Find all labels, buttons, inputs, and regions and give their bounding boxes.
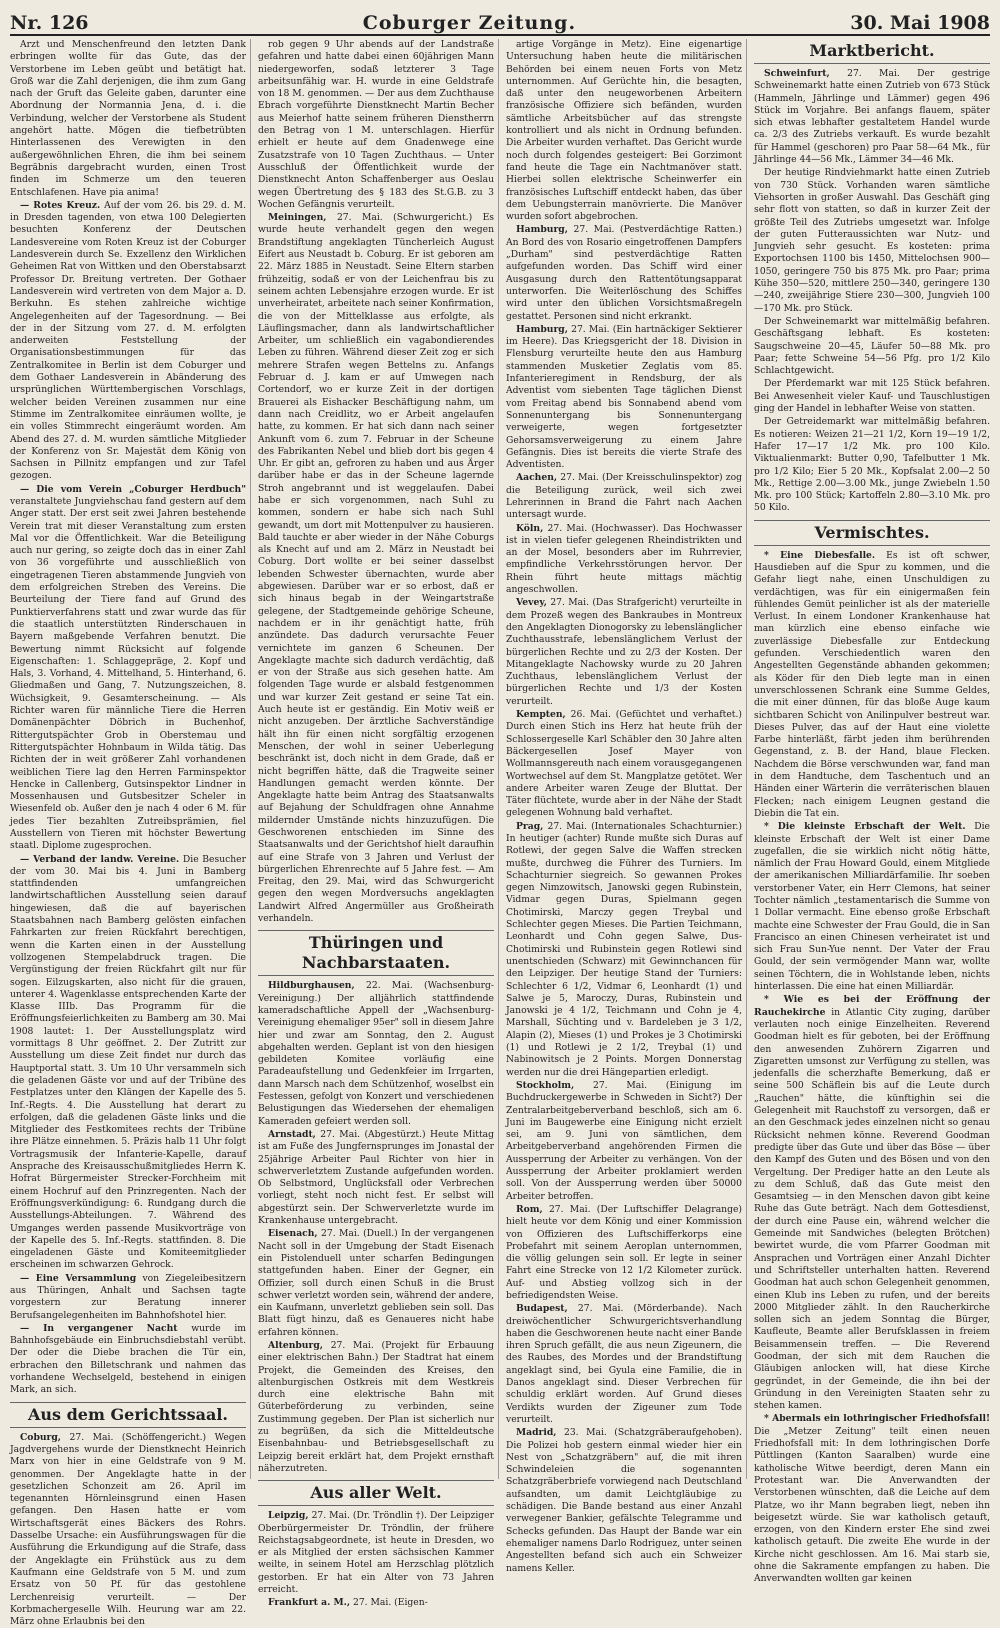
article-heading: — Eine Versammlung xyxy=(20,1272,137,1284)
article xyxy=(506,324,742,472)
article xyxy=(258,1597,494,1609)
column-4 xyxy=(754,39,991,1585)
article-text: 26. Mai. (Gefüchtet und verhaftet.) Durch einen Stich ins Herz hat heute früh der Schlossergeselle Karl Schäbler den 30 Jahre alten Bäckergesellen Josef Mayer von Wollmannsgereuth nach einem vorausgegangenen Wortwechsel auf dem St. Mangplatze getötet. Wer andere Arbeiter waren Zeuge der Bluttat. Der Täter flüchtete, wurde aber in der Nähe der Stadt gelegenen Wohnung bald verhaftet. xyxy=(506,709,742,819)
article xyxy=(10,200,246,483)
article-heading: Meiningen, xyxy=(268,212,327,224)
article xyxy=(506,1204,742,1302)
article-text: Auf der vom 26. bis 29. d. M. in Dresden tagenden, von etwa 100 Delegierten besuchten Konferenz der Deutschen Landesvereine vom Roten Kreuz ist der Coburger Landesverein durch Se. Exzellenz den Wirklichen Geheimen Rat von Wittken und den Oberstabsarzt Professor Dr. Breitung vertreten. Der Gothaer Landesverein wird vertreten von dem Major a. D. Berkuhn. Es stehen zahlreiche wichtige Angelegenheiten auf der Tagesordnung. — Bei der in der Sitzung vom 27. d. M. erfolgten anderweiten Feststellung der Organisationsbestimmungen für das Zentralkomitee in Berlin ist dem Coburger und dem Gothaer Landesverein in Abänderung des ursprünglichen Württembergischen Vorschlags, welcher beiden Vereinen zusammen nur eine Stimme im Zentralkomitee einräumen wollte, je ein volles Stimmrecht eingeräumt worden. Am Abend des 27. d. M. wurden sämtliche Mitglieder der Konferenz von Sr. Majestät dem König von Sachsen in Pillnitz empfangen und zur Tafel gezogen. xyxy=(10,199,246,482)
article-text: 27. Mai. (Schwurgericht.) Es wurde heute verhandelt gegen den wegen Brandstiftung angeklagten Tüncherleich August Eifert aus Neustadt b. Coburg. Er ist geboren am 22. März 1885 in Neustadt. Seine Eltern starben frühzeitig, sodaß er von der Leichenfrau bis zu seinem achten Lebensjahre erzogen wurde. Er ist unverheiratet, arbeitete nach seiner Konfirmation, die von der Mittelklasse aus erfolgte, als Läuflingsmacher, dann als landwirtschaftlicher Arbeiter, um schließlich ein vagabondierendes Leben zu führen. Während dieser Zeit zog er sich mehrere Strafen wegen Bettelns zu. Anfangs Februar d. J. kam er auf Umwegen nach Cortendorf, wo er kurze Zeit in der dortigen Brauerei als Eishacker Beschäftigung nahm, um dann nach Creidlitz, wo er Arbeit angelaufen hatte, zu kommen. Er hat sich dann nach seiner Ankunft vom 6. zum 7. Februar in der Scheune des Fabrikanten Nebel und blieb dort bis gegen 4 Uhr. Er gibt an, gefroren zu haben und aus Ärger darüber habe er das in der Scheune lagernde Stroh angebrannt und ist weggelaufen. Dabei habe er sich vorgenommen, nach Suhl zu kommen, sondern er habe sich nach Suhl gewandt, um dort mit Mottenpulver zu hausieren. Bald tauchte er aber wieder in der Nähe Coburgs als Knecht auf und am 2. März in Neustadt bei Coburg. Dort wollte er bei seiner dasselbst lebenden Schwester übernachten, wurde aber abgewiesen. Darüber war er so erbost, daß er sich hinaus begab in der Weingartstraße gelegene, der Stadtgemeinde gehörige Scheune, nachdem er in ihr genächtigt hatte, früh anzündete. Das dadurch verursachte Feuer vernichtete im ganzen 6 Scheunen. Der Angeklagte machte sich dadurch verdächtig, daß er von der Straße aus sich gesehen hatte. Am folgenden Tage wurde er alsbald festgenommen und war kurzer Zeit gestand er seine Tat ein. Auch heute ist er geständig. Ein Motiv weiß er nicht anzugeben. Der ärztliche Sachverständige hält ihn für einen nicht sorgfältig erzogenen Menschen, der wohl in seiner Ueberlegung beschränkt ist, doch nicht in dem Grade, daß er nicht begriffen hätte, daß die Tragweite seiner Handlungen gemacht werden könnte. Der Angeklagte hatte beim Antrag des Staatsanwalts auf Bejahung der Schuldfragen ohne Annahme mildernder Umstände nichts hinzuzufügen. Die Geschworenen entschieden im Sinne des Staatsanwalts und der Gerichtshof hielt daraufhin auf eine Strafe von 3 Jahren und Verlust der bürgerlichen Ehrenrechte auf 5 Jahre fest. — Am Freitag, den 29. Mai, wird das Schwurgericht gegen den wegen Mordversuchs angeklagten Landwirt Alfred Angermüller aus Großheirath verhandeln. xyxy=(258,212,494,925)
article-text: artige Vorgänge in Metz). Eine eigenartige Untersuchung haben heute die militärischen Behörden bei einem neuen Forts von Metz unternommen. Auf Gerüchte hin, die besagten, daß unter den neugeworbenen Arbeitern französische Offiziere sich befänden, wurden sämtliche Arbeitsbücher auf das strengste kontrolliert und als nicht in Ordnung befunden. Die Arbeiter wurden verhaftet. Das Gericht wurde noch durch folgendes gesteigert: Bei Gorzimont fand heute die Tage ein Nachtmanöver statt. Hierbei sollen elektrische Scheinwerfer ein französisches Luftschiff entdeckt haben, das über dem Uebungsterrain manövrierte. Die Manöver wurden sofort abgebrochen. xyxy=(506,39,742,223)
article xyxy=(506,1427,742,1575)
article-heading: Rom, xyxy=(516,1203,543,1215)
article-heading: Stockholm, xyxy=(516,1079,575,1091)
article-heading: Schweinfurt, xyxy=(764,68,830,79)
article xyxy=(258,1510,494,1596)
article xyxy=(506,472,742,521)
article-text: Die Besucher der vom 30. Mai bis 4. Juni in Bamberg stattfindenden umfangreichen landwirtschaftlichen Ausstellung seien darauf hingewiesen, daß die auf bayerischen Staatsbahnen nach Bamberg gelösten einfachen Fahrkarten zur freien Rückfahrt berechtigen, wenn die Karten einen in der Ausstellung vollzogenen Stempelabdruck tragen. Die Vergünstigung der freien Rückfahrt gilt nur für sogen. Eilzugskarten, also nicht für die grauen, unterer 4. Wagenklasse entsprechenden Karte der Klasse IIIb. Das Programm für die Eröffnungsfeierlichkeiten zu Bamberg am 30. Mai 1908 lautet: 1. Der Ausstellungsplatz wird vormittags 8 Uhr geöffnet. 2. Der Zutritt zur Ausstellung um diese Zeit findet nur durch das Hauptportal statt. 3. Um 10 Uhr versammeln sich die geladenen Gäste vor und auf der Tribüne des Festplatzes unter den Klängen der Kapelle des 5. Inf.-Regts. 4. Die Ausstellung hat derart zu erfolgen, daß die geladenen Gäste links und die Mitglieder des Festkomitees rechts der Tribüne ihre Plätze einnehmen. 5. Präzis halb 11 Uhr folgt Vortragsmusik der Infanterie-Kapelle, darauf Ansprache des Kreisausschußmitgliedes Herrn K. Hofrat Bürgermeister Strecker-Forchheim mit einem Hochruf auf den Prinzregenten. Nach der Eröffnungsverkündigung: 6. Rundgang durch die Ausstellungs-Abteilungen. 7. Während des Umganges werden passende Musikvorträge von der Kapelle des 5. Inf.-Regts. stattfinden. 8. Die eingeladenen Gäste und Komiteemitglieder erscheinen im schwarzen Gehrock. xyxy=(10,853,246,1271)
article-text: Die „Metzer Zeitung" teilt einen neuen Friedhofsfall mit: In dem lothringischen Dorfe Püttlingen (Kanton Saaralben) wurde eine katholische Witwe beerdigt, deren Mann ein Protestant war. Die Anverwandten der Verstorbenen wünschten, daß die Leiche auf dem Platze, wo ihr Mann begraben liegt, neben ihn beigesetzt würde. Sie war katholisch getauft, erzogen, von den Kindern erster Ehe sind zwei katholisch getauft. Die zweite Ehe wurde in der Kirche nicht geschlossen. Am 16. Mai starb sie, ohne die Sakramente empfangen zu haben. Die Anverwandten wollten gar keinen xyxy=(754,1425,990,1585)
article-text: wurde im Bahnhofsgebäude ein Einbruchsdiebstahl verübt. Der oder die Diebe brachen die Tür ein, erbrachen den Billetschrank und nahmen das vorhandene Wechselgeld, bestehend in einigen Mark, an sich. xyxy=(10,1322,246,1396)
article xyxy=(754,994,990,1412)
article-heading: Eisenach, xyxy=(268,1228,318,1240)
article-text: 27. Mai. (Projekt für Erbauung einer elektrischen Bahn.) Der Stadtrat hat einem Projekt, die Gemeinden des Kreises, den altenburgischen Ostkreis mit dem Westkreis durch eine elektrische Bahn mit Güterbeförderung zu verbinden, seine Zustimmung gegeben. Der Plan ist sicherlich nur zu begrüßen, da sich die Mitteldeutsche Eisenbahnbau- und Betriebsgesellschaft zu Leipzig bereit erklärt hat, dem Projekt ernsthaft näherzutreten. xyxy=(258,1339,494,1474)
article-text: 27. Mai. (Internationales Schachturnier.) In heutiger (achter) Runde mußte sich Duras auf Rotlewi, der gegen Salve die Waffen strecken mußte, durchweg die Führer des Turniers. Im Schachturnier siegreich. So gewannen Prokes gegen Nimzowitsch, Janowski gegen Rubinstein, Vidmar gegen Duras, Spielmann gegen Chotimirski, Marczy gegen Treybal und Schlechter gegen Mieses. Die Partien Teichmann, Leonhardt und Cohn gegen Salwe, Dus-Chotimirski und Rubinstein gegen Rotlewi sind unentschieden (Schwarz) mit Gewinnchancen für den Leipziger. Der heutige Stand der Turniers: Schlechter 6 1/2, Vidmar 6, Leonhardt (1) und Salwe je 5, Maroczy, Duras, Rubinstein und Janowski je 4 1/2, Teichmann und Cohn je 4, Marshall, Süchting und v. Bardeleben je 3 1/2, Alapin (2), Mieses (1) und Prokes je 3 Chotimirski (1) und Rotlewi je 2 1/2, Treybal (1) und Nabinowitsch je 2 Points. Morgen Donnerstag werden nur die drei Hängepartien erledigt. xyxy=(506,820,742,1078)
article xyxy=(10,1323,246,1397)
column-2 xyxy=(258,39,499,1609)
article xyxy=(506,709,742,820)
article-text: Die kleinste Erbschaft der Welt ist einer Dame zugefallen, die sie wirklich nicht nötig hätte, nämlich der Frau Howard Gould, einem Mitgliede der amerikanischen Milliardärfamilie. Ihr soeben verstorbener Vater, ein Herr Clemons, hat seiner Tochter nämlich „testamentarisch die Summe von 1 Dollar vermacht. Eine ebenso große Erbschaft machte eine Schwester der Frau Gould, die in San Francisco an einen Chinesen verheiratet ist und sich Frau Sun-Yue nennt. Der Vater der Frau Gould, der sein vermögender Mann war, wollte seinen Töchtern, die in Wohlstande leben, nichts hinterlassen. Die eine hat einen Milliardär. xyxy=(754,821,990,993)
article xyxy=(506,1080,742,1203)
article-heading: * Die kleinste Erbschaft der Welt. xyxy=(764,821,966,833)
section-title: Aus aller Welt. xyxy=(258,1480,494,1506)
article-text: 22. Mai. (Wachsenburg-Vereinigung.) Der alljährlich stattfindende kameradschaftliche Appell der „Wachsenburg-Vereinigung ehemaliger 95er" soll in diesem Jahre hier und zwar am Sonntag, den 2. August abgehalten werden. Geplant ist von den hiesigen gebildeten Komitee vorläufig eine Paradeaufstellung und Gedenkfeier im Irrgarten, dann Marsch nach dem Schützenhof, woselbst ein Festessen, gefolgt von Konzert und verschiedenen Belustigungen das Wiedersehen der ehemaligen Kameraden gefeiert werden soll. xyxy=(258,980,495,1127)
article xyxy=(10,1273,246,1322)
article-text: 27. Mai. (Schöffengericht.) Wegen Jagdvergehens wurde der Dienstknecht Heinrich Marx von hier in eine Geldstrafe von 9 M. genommen. Der Angeklagte hatte in der gesetzlichen Schonzeit am 26. April im tegenannten Hörnleinsgrund einen Hasen gefangen. Den Hasen hatte er vom Wirtschaftsgerät eines Bäckers des Rohrs. Dasselbe Ursache: ein Ausführungswagen für die Ausführung die Erkundigung auf die Strafe, dass der Angeklagte ein Frühstück aus zu dem Kaufmann eine Geldstrafe von 5 M. und zum Ersatz von 50 Pf. für das gestohlene Lerchenreisig verurteilt. — Der Korbmachergeselle Wilh. Heurung war am 22. März ohne Erlaubnis bei den xyxy=(10,1431,246,1628)
section-title: Aus dem Gerichtssaal. xyxy=(10,1402,246,1428)
article xyxy=(754,821,990,993)
article xyxy=(258,1228,494,1339)
article-text: Der Schweinemarkt war mittelmäßig befahren. Geschäftsgang lebhaft. Es kosteten: Saugschweine 20—45, Läufer 50—88 Mk. pro Paar; fette Schweine 54—56 Pfg. pro 1/2 Kilo Schlachtgewicht. xyxy=(754,315,990,377)
article-heading: * Wie es bei der Eröffnung der Rauchekirche xyxy=(754,994,990,1018)
article xyxy=(10,1432,246,1628)
article xyxy=(506,821,742,1079)
article-text: Der heutige Rindviehmarkt hatte einen Zutrieb von 730 Stück. Vorhanden waren sämtliche Viehsorten in großer Auswahl. Das Geschäft ging sehr flott von statten, so daß in kurzer Zeit der größte Teil des Zutriebs umgesetzt war. Infolge der guten Futteraussichten war Nutz- und Jungvieh sehr gesucht. Es kosteten: prima Exportochsen 1100 bis 1450, Mittelochsen 900—1050, geringere 750 bis 875 Mk. pro Paar; prima Kühe 350—520, mittlere 250—340, geringere 130—240, zweijährige Stiere 230—300, Jungvieh 100—170 Mk. pro Stück. xyxy=(754,167,990,314)
article-text: Arzt und Menschenfreund den letzten Dank erbringen wollte für das Gute, das der Verstorbene im Leben geübt und betätigt hat. Groß war die Zahl derjenigen, die ihm zum Gang nach der Gruft das Geleite gaben, darunter eine Abordnung der Normannia Jena, d. i. die Verbindung, welcher der Verstorbene als Student angehört hatte. Mögen die tiefbetrübten Hinterlassenen des Verewigten in den außergewöhnlichen Ehren, die ihm bei seinem Begräbnis dargebracht wurden, einen Trost finden im Schmerze um den teueren Entschlafenen. Have pia anima! xyxy=(10,39,246,198)
article xyxy=(754,1413,990,1585)
article-heading: Prag, xyxy=(516,820,544,832)
article xyxy=(506,523,742,597)
article-heading: Altenburg, xyxy=(268,1339,323,1351)
article xyxy=(10,484,246,853)
article-text: Der Getreidemarkt war mittelmäßig befahren. Es notieren: Weizen 21—21 1/2, Korn 19—19 1/2, Hafer 17—17 1/2 Mk. pro 100 Kilo. Viktualienmarkt: Butter 0,90, Tafelbutter 1 Mk. pro 1/2 Kilo; Eier 5 20 Mk., Kopfsalat 2.00—2 50 Mk., Rettige 2.00—3.00 Mk., junge Zwiebeln 1.50 Mk. pro 100 Stück; Kartoffeln 2.80—3.10 Mk. pro 50 Kilo. xyxy=(754,416,990,514)
article-heading: * Abermals ein lothringischer Friedhofsfall! xyxy=(764,1413,990,1425)
article-heading: Kempten, xyxy=(516,709,566,721)
column-3 xyxy=(506,39,747,1574)
article-heading: Madrid, xyxy=(516,1427,557,1439)
masthead xyxy=(10,4,990,36)
article-heading: Hamburg, xyxy=(516,224,568,236)
article xyxy=(258,1129,494,1227)
article-heading: Frankfurt a. M., xyxy=(268,1597,351,1609)
article xyxy=(10,854,246,1272)
article xyxy=(258,212,494,925)
article-heading: Vevey, xyxy=(516,597,547,609)
article-text: von Ziegeleibesitzern aus Thüringen, Anhalt und Sachsen tagte vorgestern zur Beratung innerer Berufsangelegenheiten im Bahnhofshotel hier. xyxy=(10,1272,247,1321)
column-1 xyxy=(10,39,251,1628)
article xyxy=(754,550,990,821)
article-text: 27. Mai. (Pestverdächtige Ratten.) An Bord des von Rosario eingetroffenen Dampfers „Durham" sind pestverdächtige Ratten aufgefunden worden. Das Schiff wird einer Ausgasung durch den Rattentötungsapparat unterworfen. Die Weiterlöschung des Schiffes wird unter den üblichen Vorsichtsmaßregeln gestattet. Personen sind nicht erkrankt. xyxy=(506,224,743,322)
article-heading: Köln, xyxy=(516,522,544,534)
article-text: 27. Mai. (Duell.) In der vergangenen Nacht soll in der Umgebung der Stadt Eisenach ein Pistolenduell unter scharfen Bedingungen stattgefunden haben. Einer der Gegner, ein Offizier, soll durch einen Schuß in die Brust schwer verletzt worden sein, während der andere, ein Kaufmann, unverletzt geblieben sein soll. Das Blatt fügt hinzu, daß es Genaueres nicht habe erfahren können. xyxy=(258,1228,494,1338)
article-heading: — Rotes Kreuz. xyxy=(20,199,101,211)
section-title: Marktbericht. xyxy=(754,39,990,64)
article-text: 27. Mai. (Das Strafgericht) verurteilte in dem Prozeß wegen des Bankraubes in Montreux den Angeklagten Dionogorsky zu lebenslänglicher Zuchthausstrafe, lebenslänglichem Verlust der bürgerlichen Rechte und zu 2/3 der Kosten. Der Mitangeklagte Nachowsky wurde zu 20 Jahren Zuchthaus, lebenslänglichem Verlust der bürgerlichen Rechte und 1/3 der Kosten verurteilt. xyxy=(506,597,742,707)
article-heading: Coburg, xyxy=(20,1431,62,1443)
article-text: rob gegen 9 Uhr abends auf der Landstraße gefahren und hatte dabei einen 60jährigen Mann niedergeworfen, sodaß letzterer 3 Tage arbeitsunfähig war. H. wurde in eine Geldstrafe von 18 M. genommen. — Der aus dem Zuchthause Ebrach vorgeführte Dienstknecht Martin Becher aus Meierhof hatte seinem früheren Dienstherrn den Betrag von 1 M. unterschlagen. Hierfür erhielt er heute auf dem Gnadenwege eine Zusatzstrafe von 10 Tagen Zuchthaus. — Unter Ausschluß der Öffentlichkeit wurde der Dienstknecht Anton Schaffenberger aus Oeslau wegen Übertretung des § 183 des St.G.B. zu 3 Wochen Gefängnis verurteilt. xyxy=(258,39,494,210)
section-title: Thüringen und Nachbarstaaten. xyxy=(258,930,494,976)
article xyxy=(506,224,742,322)
article-text: 27. Mai. (Der Luftschiffer Delagrange) hielt heute vor dem König und einer Kommission von Offizieren des Luftschifferkorps eine Probefahrt mit seinem Aeroplan unternommen, die völlig gelungen sein soll. Er legte in seiner Fahrt eine Strecke von 12 1/2 Kilometer zurück. Auf- und Abstieg vollzog sich in der befriedigendsten Weise. xyxy=(506,1203,743,1301)
article-heading: * Eine Diebesfalle. xyxy=(764,549,876,561)
article-text: 27. Mai. (Hochwasser). Das Hochwasser ist in vielen tiefer gelegenen Rheindistrikten und an der Mosel, besonders aber im Ruhrrevier, empfindliche Verkehrsstörungen hervor. Der Rhein führt heute mittags mächtig angeschwollen. xyxy=(506,522,742,596)
article xyxy=(258,980,494,1128)
article-text: 27. Mai. (Mörderbande). Nach dreiwöchentlicher Schwurgerichtsverhandlung haben die Geschworenen heute nacht einer Bande ihren Spruch gefällt, die aus neun Zigeunern, die des Raubes, des Mordes und der Brandstiftung angeklagt sind, bei Gyula eine Familie, die in Danos angeklagt sind. Dieser Verbrechen für schuldig erklärt worden. Auf Grund dieses Verdikts wurden der Zigeuner zum Tode verurteilt. xyxy=(506,1303,742,1425)
article xyxy=(754,68,990,166)
article-text: in Atlantic City zuging, darüber verlauten noch einige Einzelheiten. Reverend Goodman hielt es für geboten, bei der Eröffnung den anwesenden Zuhörern Zigarren und Zigaretten umsonst zur Verfügung zu stellen, was jedenfalls die scherzhafte Bemerkung, daß er seine 500 Schäflein bis auf die Leute durch „Rauchen" hätte, die künftighin sei die Gelegenheit mit Rauchstoff zu versorgen, daß er an den Geschmack jedes einzelnen nicht so genau Rücksicht nehmen könne. Reverend Goodman predigte über das Gute und über das Böse — über den Kampf des Guten und des Bösen und von den Vergeltung. Der Prediger hatte an den Leute als zu dem Schluß, daß das Gute meist den Gesamtsieg — in den Menschen davon gibt keine Ruhe das Gute beträgt. Nach dem Gottesdienst, der durch eine Pause ein, während welcher die Gemeinde mit Sandwiches (belegten Brötchen) bewirtet wurde, die vom Pfarrer Goodman mit Ansprachen und Vorträgen einer Anzahl Dichter und Schriftsteller unterhalten hatten. Reverend Goodman hat auch schon Gelegenheit genommen, einen Klub ins Leben zu rufen, und der bereits 2000 Mitglieder zählt. In den Raucherkirche sollen sich an jedem Sonntag die Bürger, Kaufleute, Beamte aller Berufsklassen in freiem Beisammensein treffen. — Die Reverend Goodman, der sich mit dem Rauchen die Gläubigen anlocken will, hat diese Kirche gegründet, in der Gemeinde, die ihn bei der Gründung in den Vereinigten Staaten sehr zu stehen kamen. xyxy=(754,1006,991,1412)
article-heading: Hildburghausen, xyxy=(268,980,355,992)
article-heading: Arnstadt, xyxy=(268,1128,316,1140)
article-text: 27. Mai. (Ein hartnäckiger Sektierer im Heere). Das Kriegsgericht der 18. Division in Flensburg verurteilte heute den aus Hamburg stammenden Musketier Zeglatis vom 85. Infanterieregiment in Rendsburg, der als Adventist vom siebenten Tage täglichen Dienst vom Freitag abend bis Sonnabend abend vom Sonnenuntergang bis Sonnenuntergang verweigerte, wegen fortgesetzter Gehorsamsverweigerung zu einem Jahre Gefängnis. Dies ist bereits die vierte Strafe des Adventisten. xyxy=(506,323,742,471)
article-text: 27. Mai. (Abgestürzt.) Heute Mittag ist am Fuße des Jungfernsprunges im Jonastal der 25jährige Arbeiter Paul Richter von hier in schwerverletztem Zustande aufgefunden worden. Ob Selbstmord, Unglücksfall oder Verbrechen vorliegt, steht noch nicht fest. Er selbst will abgestürzt sein. Der Schwerverletzte wurde im Krankenhause untergebracht. xyxy=(258,1128,495,1227)
article-text: veranstaltete Jungviehschau fand gestern auf dem Anger statt. Der erst seit zwei Jahren bestehende Verein trat mit dieser Veranstaltung zum ersten Mal vor die Öffentlichkeit. War die Beteiligung auch nur gering, so zeigte doch das in einer Zahl von 36 vorgeführte und ausschließlich von eingetragenen Tieren abstammende Jungvieh von dem erfolgreichen Streben des Vereins. Die Beurteilung der Tiere fand auf Grund des Punktierverfahrens statt und zwar wurde das für die staatlich unterstützten Rinderschauen in Bayern maßgebende Verfahren benutzt. Die Bewertung nimmt Rücksicht auf folgende Eigenschaften: 1. Schlaggepräge, 2. Kopf und Hals, 3. Vorhand, 4. Mittelhand, 5. Hinterhand, 6. Gliedmaßen und Gang, 7. Nutzungszeichen, 8. Wüchsigkeit, 9. Gesamterscheinung. — Als Richter waren für männliche Tiere die Herren Domänenpächter Döbrich in Buchenhof, Rittergutspächter Grob in Oberstemau und Rittergutspächter Hohnbaum in Wilda tätig. Das Richten der in weit größerer Zahl vorhandenen weiblichen Tiere lag den Herren Farminspektor Hencke in Callenberg, Gutsinspektor Lindner in Mossenhausen und Gutsbesitzer Scheler in Wiesenfeld ob. Außer den je nach 4 oder 6 M. für jedes Tier bezahlten Zutreibsprämien, fiel Ausstellern von Tieren mit höchster Bewertung staatl. Diplome zugesprochen. xyxy=(10,495,246,852)
article-text: 27. Mai. (Der Kreisschulinspektor) zog die Beteiligung zurück, weil sich zwei Lehrerinnen in Brand die Fahrt nach Aachen untersagt wurde. xyxy=(506,472,742,521)
article-heading: — Die vom Verein „Coburger Herdbuch" xyxy=(20,483,246,495)
newspaper-title: Coburger Zeitung. xyxy=(362,12,577,34)
article-heading: Hamburg, xyxy=(516,323,568,335)
article-heading: — Verband der landw. Vereine. xyxy=(20,853,180,865)
columns xyxy=(10,39,991,1628)
article-heading: Leipzig, xyxy=(268,1510,309,1522)
article xyxy=(258,1340,494,1475)
issue-date: 30. Mai 1908 xyxy=(850,12,990,34)
section-title: Vermischtes. xyxy=(754,520,990,546)
issue-number: Nr. 126 xyxy=(10,12,89,34)
article-text: 27. Mai. Der gestrige Schweinemarkt hatte einen Zutrieb von 673 Stück (Hammeln, Jährlinge und Lämmer) gegen 496 Stück im Vorjahre. Bei anfangs flauem, später sich etwas lebhafter gestaltetem Handel wurde ca. 2/3 des Zutriebs verkauft. Es wurde bezahlt für Hammel (geschoren) pro Paar 58—64 Mk., für Jährlinge 44—56 Mk., Lämmer 34—46 Mk. xyxy=(754,68,991,166)
article-text: 27. Mai. (Einigung im Buchdruckergewerbe in Schweden in Sicht?) Der Zentralarbeitgeberverband beschloß, sich am 6. Juni im Baugewerbe eine Einigung nicht erzielt sei, am 9. Juni von sämtlichen, dem Arbeitgeberverband angehörenden Firmen die Aussperrung der Arbeiter zu verhängen. Von der Aussperrung der Arbeiter proklamiert werden soll. Von der Aussperrung werden über 50000 Arbeiter betroffen. xyxy=(506,1079,742,1202)
article-heading: Aachen, xyxy=(516,472,558,484)
article-heading: — In vergangener Nacht xyxy=(20,1322,178,1334)
article-text: 27. Mai. (Eigen- xyxy=(352,1597,428,1609)
article xyxy=(506,597,742,708)
article-heading: Budapest, xyxy=(516,1303,568,1315)
article-text: 23. Mai. (Schatzgräberaufgehoben). Die Polizei hob gestern einmal wieder hier ein Nest von „Schatzgräbern" auf, die mit ihren Schwindeleien die sogenannten Schatzgräberbriefe vorwiegend nach Deutschland aufsandten, um damit Leichtgläubige zu schädigen. Die Bande bestand aus einer Anzahl verwegener Bankier, gefälschte Telegramme und Schecks gefunden. Das Haupt der Bande war ein ehemaliger namens Darlo Rodriguez, unter seinen Angestellten befand sich auch ein Schweizer namens Keller. xyxy=(506,1427,742,1574)
article-text: 27. Mai. (Dr. Tröndlin †). Der Leipziger Oberbürgermeister Dr. Tröndlin, der frühere Reichstagsabgeordnete, ist heute in Dresden, wo er als Mitglied der ersten sächsischen Kammer weilte, in seinem Hotel am Herzschlag plötzlich gestorben. Er hat ein Alter von 73 Jahren erreicht. xyxy=(258,1510,494,1596)
article xyxy=(506,1303,742,1426)
article-text: Es ist oft schwer, Hausdieben auf die Spur zu kommen, und die Gefahr liegt nahe, einen Unschuldigen zu verdächtigen, was für ein einigermaßen fein fühlendes Gemüt peinlicher ist als der materielle Verlust. In einem Londoner Krankenhause hat man kürzlich eine ebenso einfache wie zuverlässige Diebesfalle zur Entdeckung gefunden. Verschiedentlich waren den Angestellten Gegenstände abhanden gekommen; als Köder für den Dieb legte man in einen unverschlossenen Schrank eine Summe Geldes, die mit einer dünnen, für das bloße Auge kaum sichtbaren Schicht von Anilinpulver bestreut war. Dieses Pulver, das auf der Haut eine violette Farbe hinterläßt, färbt jeden ihm berührenden Gegenstand, z. B. der Hand, blaue Flecken. Nachdem die Börse verschwunden war, fand man in dem Handtuche, dem Taschentuch und an Händen einer Wärterin die verräterischen blauen Flecken; nach einigem Leugnen gestand die Diebin die Tat ein. xyxy=(754,549,990,819)
article-text: Der Pferdemarkt war mit 125 Stück befahren. Bei Anwesenheit vieler Kauf- und Tauschlustigen ging der Handel in lebhafter Weise von statten. xyxy=(754,378,990,415)
